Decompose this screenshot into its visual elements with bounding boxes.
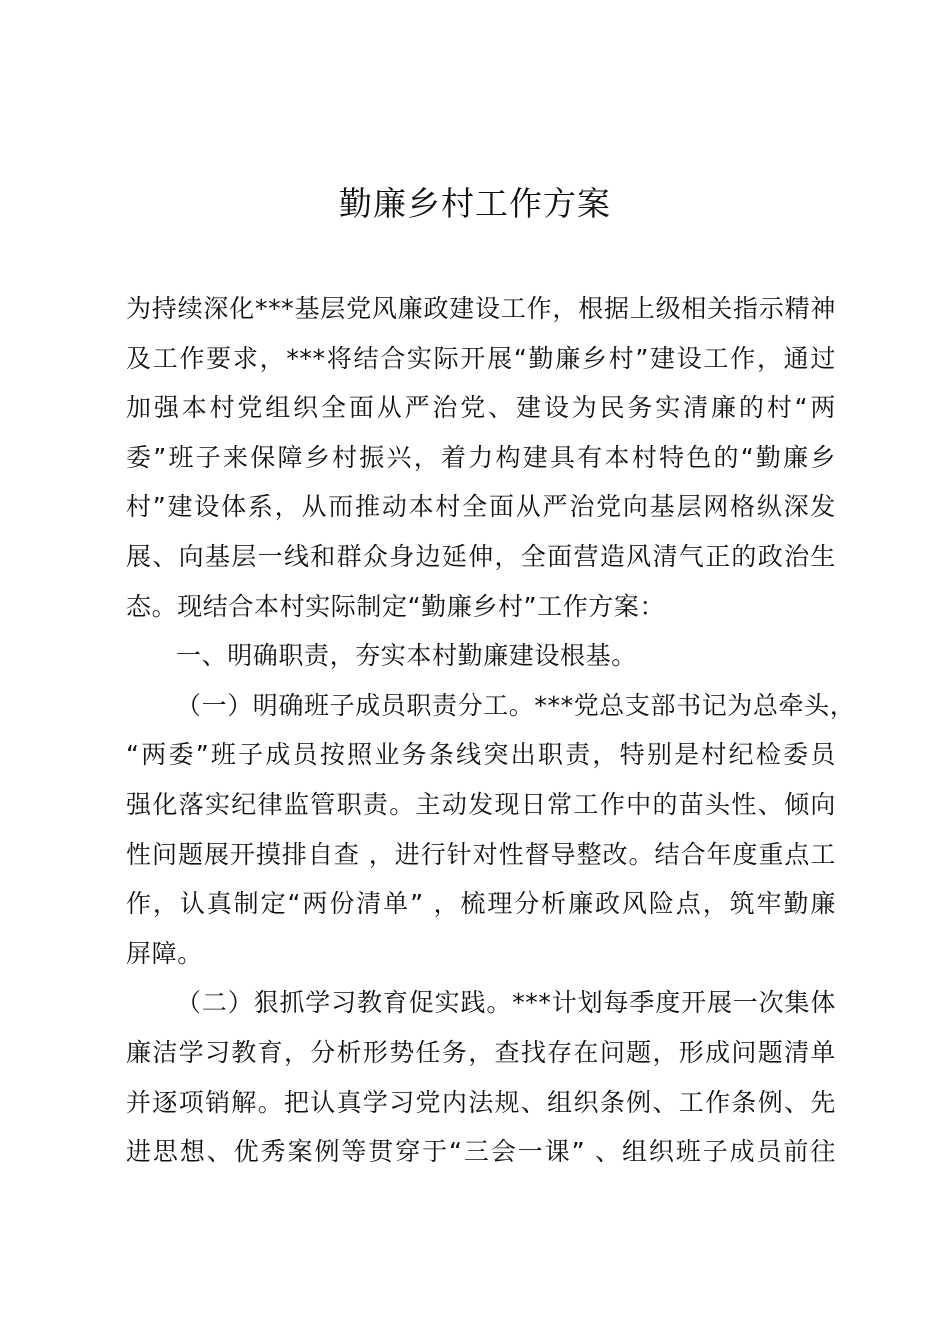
paragraph-line: 廉洁学习教育，分析形势任务，查找存在问题，形成问题清单 [126, 1037, 836, 1067]
paragraph-line: 并逐项销解。把认真学习党内法规、组织条例、工作条例、先 [126, 1087, 836, 1117]
paragraph-line: 展、向基层一线和群众身边延伸，全面营造风清气正的政治生 [126, 541, 836, 571]
document-title: 勤廉乡村工作方案 [339, 184, 611, 223]
paragraph-line: 进思想、优秀案例等贯穿于“三会一课” 、组织班子成员前往 [126, 1137, 836, 1167]
paragraph-line: 态。现结合本村实际制定“勤廉乡村”工作方案： [126, 591, 666, 621]
paragraph-line: 及工作要求，***将结合实际开展“勤廉乡村”建设工作，通过 [126, 343, 836, 373]
paragraph-line: 作，认真制定“两份清单” ，梳理分析廉政风险点，筑牢勤廉 [126, 889, 836, 919]
paragraph-line: 为持续深化***基层党风廉政建设工作，根据上级相关指示精神 [126, 294, 836, 323]
paragraph-line: 强化落实纪律监管职责。主动发现日常工作中的苗头性、倾向 [126, 789, 836, 819]
subsection-line: （一）明确班子成员职责分工。***党总支部书记为总牵头， [176, 690, 856, 720]
paragraph-line: 性问题展开摸排自查 ，进行针对性督导整改。结合年度重点工 [126, 839, 836, 869]
paragraph-line: 村”建设体系，从而推动本村全面从严治党向基层网格纵深发 [126, 492, 836, 522]
section-heading: 一、明确职责，夯实本村勤廉建设根基。 [176, 641, 637, 671]
document-body [126, 284, 856, 1177]
paragraph-line: 加强本村党组织全面从严治党、建设为民务实清廉的村“两 [126, 393, 836, 423]
paragraph-line: 屏障。 [126, 938, 203, 968]
paragraph-line: 委”班子来保障乡村振兴，着力构建具有本村特色的“勤廉乡 [126, 442, 836, 472]
subsection-line: （二）狠抓学习教育促实践。***计划每季度开展一次集体 [176, 988, 836, 1018]
paragraph-line: “两委”班子成员按照业务条线突出职责，特别是村纪检委员 [126, 740, 836, 770]
